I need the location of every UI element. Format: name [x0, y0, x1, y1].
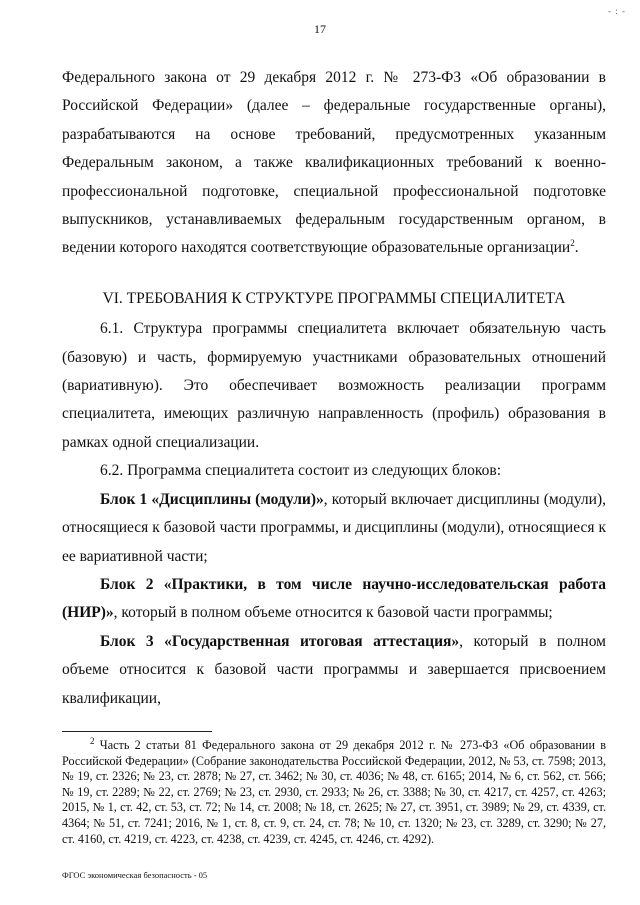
paragraph-intro-end: .	[574, 239, 579, 257]
block-2-text: , который в полном объеме относится к базовой части программы;	[113, 604, 553, 622]
paragraph-block-3	[62, 628, 606, 713]
footnote-mark: 2	[90, 735, 95, 746]
footnote-paragraph	[62, 735, 606, 847]
page-footer: ФГОС экономическая безопасность - 05	[62, 870, 208, 880]
footnote-text: Часть 2 статьи 81 Федерального закона от 29 декабря 2012 г. № 273-ФЗ «Об образовании в Российской Федерации» (Собрание законодательства Российской Федерации, 2012, № 53, ст. 7598; 2013, № 19, ст. 2326; № 23, ст. 2878; № 27, ст. 3462; № 30, ст. 4036; № 48, ст. 6165; 2014, № 6, ст. 562, ст. 566; № 19, ст. 2289; № 22, ст. 2769; № 23, ст. 2930, ст. 2933; № 26, ст. 3388; № 30, ст. 4217, ст. 4257, ст. 4263; 2015, № 1, ст. 42, ст. 53, ст. 72; № 14, ст. 2008; № 18, ст. 2625; № 27, ст. 3951, ст. 3989; № 29, ст. 4339, ст. 4364; № 51, ст. 7241; 2016, № 1, ст. 8, ст. 9, ст. 24, ст. 78; № 10, ст. 1320; № 23, ст. 3289, ст. 3290; № 27, ст. 4160, ст. 4219, ст. 4223, ст. 4238, ст. 4239, ст. 4245, ст. 4246, ст. 4292).	[62, 738, 606, 846]
block-2-title: Блок 2 «Практики, в том числе научно-исследовательская работа (НИР)»	[62, 575, 606, 622]
page-number: 17	[314, 22, 326, 36]
block-1-text: , который включает дисциплины (модули), относящиеся к базовой части программы, и дисциплины (модули), относящиеся к ее вариативной части;	[62, 490, 606, 565]
footnote-ref: 2	[570, 238, 575, 249]
paragraph-intro	[62, 64, 606, 263]
section-heading: VI. ТРЕБОВАНИЯ К СТРУКТУРЕ ПРОГРАММЫ СПЕЦИАЛИТЕТА	[102, 289, 566, 307]
block-1-title: Блок 1 «Дисциплины (модули)»	[100, 490, 324, 508]
paragraph-6-2: 6.2. Программа специалитета состоит из следующих блоков:	[100, 462, 502, 480]
main-text	[62, 64, 606, 713]
block-3-text: , который в полном объеме относится к базовой части программы и завершается присвоением квалификации,	[62, 632, 606, 707]
paragraph-6-1: 6.1. Структура программы специалитета включает обязательную часть (базовую) и часть, формируемую участниками образовательных отношений (вариативную). Это обеспечивает возможность реализации программ специалитета, имеющих различную направленность (профиль) образования в рамках одной специализации.	[62, 320, 606, 451]
scan-marks: - : -	[608, 6, 626, 16]
paragraph-block-2	[62, 571, 606, 628]
paragraph-intro-text: Федерального закона от 29 декабря 2012 г. № 273-ФЗ «Об образовании в Российской Федерации» (далее – федеральные государственные органы), разрабатываются на основе требований, предусмотренных указанным Федеральным законом, а также квалификационных требований к военно-профессиональной подготовке, специальной профессиональной подготовке выпускников, устанавливаемых федеральным государственным органом, в ведении которого находятся соответствующие образовательные организации	[62, 69, 606, 257]
block-3-title: Блок 3 «Государственная итоговая аттестация»	[100, 632, 460, 650]
paragraph-block-1	[62, 486, 606, 571]
footnote	[62, 735, 606, 847]
footnote-divider	[62, 731, 212, 732]
